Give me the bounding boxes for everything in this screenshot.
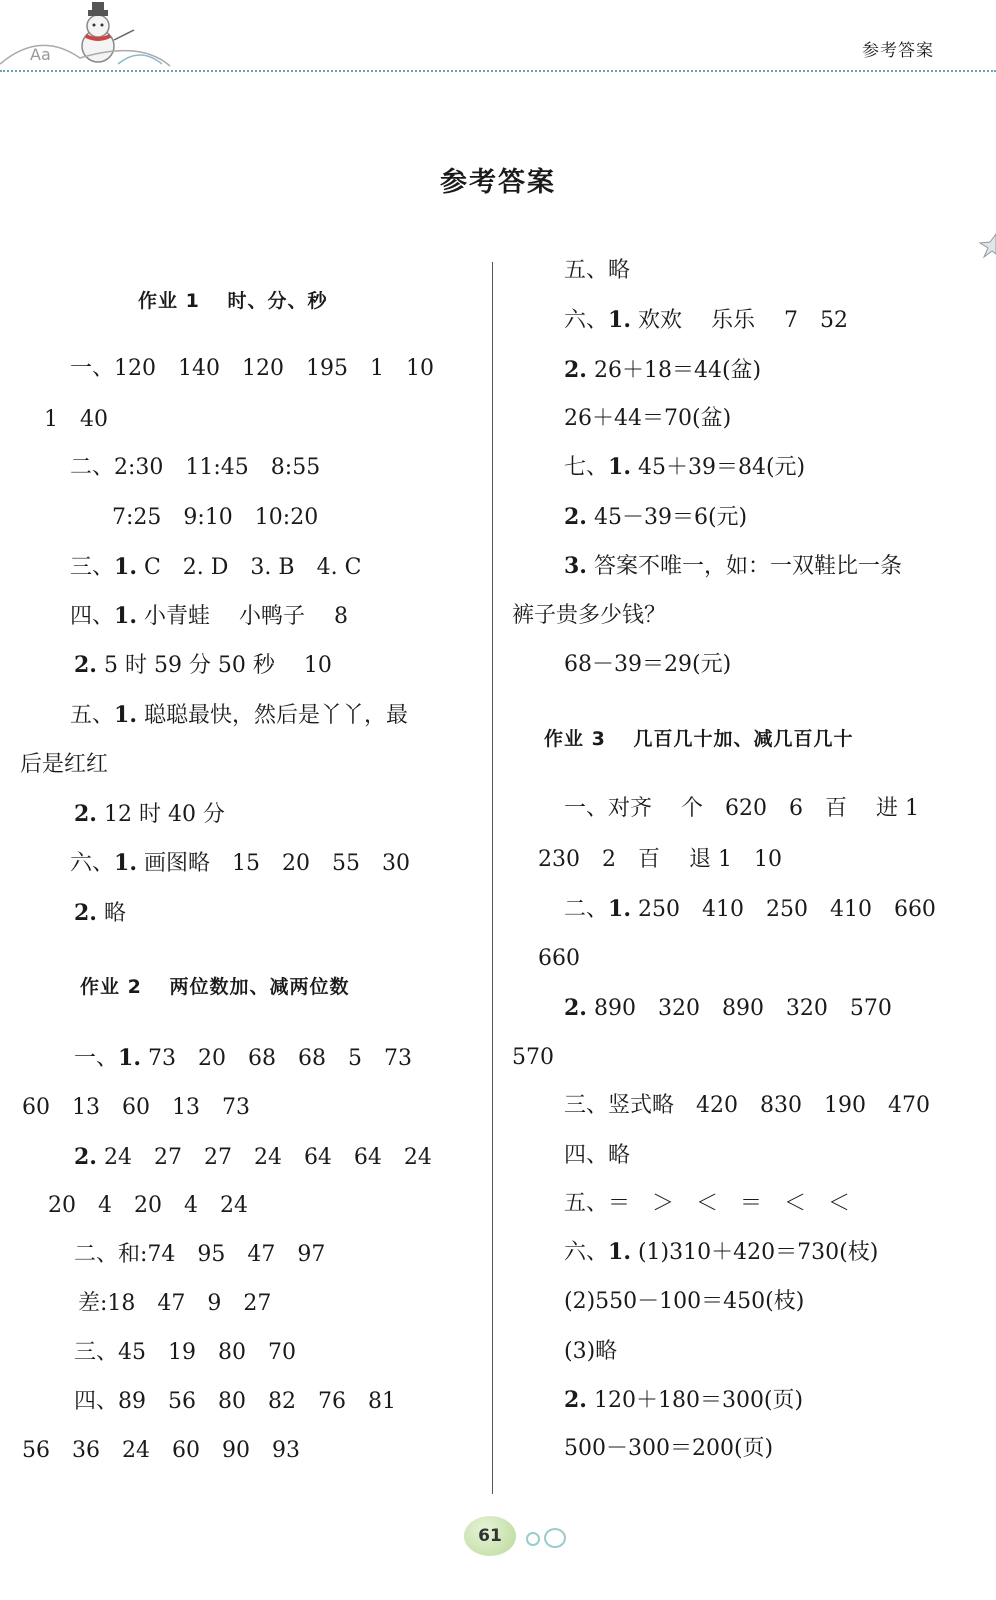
header-decoration (0, 0, 996, 80)
answer-line (564, 993, 892, 1024)
item-number: 1. (118, 1045, 141, 1071)
item-number: 2. (564, 504, 587, 530)
answer-line: 二、和:74 95 47 97 (74, 1242, 326, 1267)
answer-line (74, 898, 126, 929)
item-number: 1. (114, 554, 137, 580)
answer-line: (2)550－100＝450(枝) (564, 1289, 805, 1314)
item-text: 5 时 59 分 50 秒 10 (96, 653, 332, 678)
answer-line (564, 1385, 803, 1416)
item-number: 1. (114, 603, 137, 629)
answer-line: 660 (538, 946, 580, 971)
answer-line: 68－39＝29(元) (564, 652, 732, 677)
item-text: (1)310＋420＝730(枝) (630, 1240, 879, 1265)
item-text: C 2. D 3. B 4. C (136, 555, 362, 580)
header-title: 参考答案 (862, 41, 934, 61)
header-divider (0, 70, 996, 72)
answer-line (564, 502, 747, 533)
item-number: 2. (74, 801, 97, 827)
answer-line (564, 305, 848, 336)
answer-line: 500－300＝200(页) (564, 1436, 774, 1461)
answer-line (74, 1142, 432, 1173)
answer-line: 四、89 56 80 82 76 81 (74, 1389, 396, 1414)
answer-line: 三、竖式略 420 830 190 470 (564, 1093, 930, 1118)
item-text: 略 (96, 901, 126, 926)
item-number: 1. (114, 850, 137, 876)
answer-line (74, 1043, 412, 1074)
answer-line (74, 650, 332, 681)
item-text: 890 320 890 320 570 (586, 996, 892, 1021)
answer-line (564, 894, 936, 925)
answer-line (74, 799, 225, 830)
item-number: 1. (608, 896, 631, 922)
answer-line: 一、120 140 120 195 1 10 (70, 356, 434, 381)
answer-line: 20 4 20 4 24 (48, 1193, 248, 1218)
section-heading: 作业 3 几百几十加、减几百几十 (544, 728, 854, 750)
answer-line (70, 601, 348, 632)
item-number: 1. (114, 702, 137, 728)
item-prefix: 二、 (564, 897, 609, 922)
answer-line: 四、略 (564, 1143, 631, 1168)
section-heading: 作业 2 两位数加、减两位数 (80, 976, 350, 998)
item-number: 1. (608, 1239, 631, 1265)
item-prefix: 六、 (564, 308, 609, 333)
bubble-icon (544, 1528, 566, 1548)
answer-line: 差:18 47 9 27 (78, 1291, 272, 1316)
answer-line (564, 1237, 878, 1268)
item-prefix: 七、 (564, 455, 609, 480)
item-number: 3. (564, 553, 587, 579)
item-prefix: 六、 (564, 1240, 609, 1265)
item-text: 12 时 40 分 (96, 802, 225, 827)
item-prefix: 一、 (74, 1046, 119, 1071)
snowman-icon (82, 2, 134, 62)
item-number: 1. (608, 307, 631, 333)
answer-line: 三、45 19 80 70 (74, 1340, 296, 1365)
answer-line: 1 40 (44, 407, 108, 432)
answer-line: 一、对齐 个 620 6 百 进 1 (564, 796, 919, 821)
item-text: 聪聪最快，然后是丫丫，最 (136, 703, 408, 728)
answer-line: 60 13 60 13 73 (22, 1095, 250, 1120)
answer-line (564, 452, 805, 483)
page-number-badge (464, 1516, 604, 1566)
item-number: 2. (564, 995, 587, 1021)
item-number: 2. (564, 1387, 587, 1413)
section-heading: 作业 1 时、分、秒 (138, 290, 328, 312)
bubble-icon (526, 1532, 540, 1546)
item-text: 小青蛙 小鸭子 8 (136, 604, 348, 629)
page-number: 61 (464, 1516, 516, 1556)
answer-line: 26＋44＝70(盆) (564, 406, 732, 431)
answer-line: 五、略 (564, 258, 631, 283)
page-title: 参考答案 (440, 167, 556, 198)
item-number: 2. (74, 652, 97, 678)
answer-line (70, 848, 410, 879)
item-prefix: 四、 (70, 604, 115, 629)
answer-line (564, 551, 902, 582)
answer-line: 裤子贵多少钱？ (512, 603, 667, 628)
answer-line (70, 552, 361, 583)
answer-line (70, 700, 408, 731)
answer-line: 五、＝ ＞ ＜ ＝ ＜ ＜ (564, 1191, 851, 1216)
item-prefix: 五、 (70, 703, 115, 728)
item-text: 250 410 250 410 660 (630, 897, 936, 922)
item-text: 45＋39＝84(元) (630, 455, 806, 480)
answer-line: (3)略 (564, 1339, 618, 1364)
item-text: 45－39＝6(元) (586, 505, 748, 530)
item-text: 24 27 27 24 64 64 24 (96, 1145, 432, 1170)
answer-line: 230 2 百 退 1 10 (538, 847, 782, 872)
item-number: 1. (608, 454, 631, 480)
answer-line: 570 (512, 1045, 554, 1070)
answer-line (564, 355, 761, 386)
item-text: 73 20 68 68 5 73 (140, 1046, 412, 1071)
answer-line: 7:25 9:10 10:20 (112, 505, 319, 530)
item-prefix: 三、 (70, 555, 115, 580)
item-number: 2. (74, 1144, 97, 1170)
answer-line: 二、2:30 11:45 8:55 (70, 455, 321, 480)
svg-text:Aa: Aa (30, 45, 51, 64)
star-icon (974, 232, 996, 258)
column-divider (492, 262, 493, 1494)
answer-line: 后是红红 (20, 752, 109, 777)
item-text: 26＋18＝44(盆) (586, 358, 762, 383)
item-text: 欢欢 乐乐 7 52 (630, 308, 848, 333)
item-number: 2. (74, 900, 97, 926)
item-text: 答案不唯一，如：一双鞋比一条 (586, 554, 902, 579)
item-number: 2. (564, 357, 587, 383)
answer-line: 56 36 24 60 90 93 (22, 1438, 300, 1463)
item-prefix: 六、 (70, 851, 115, 876)
item-text: 画图略 15 20 55 30 (136, 851, 410, 876)
item-text: 120＋180＝300(页) (586, 1388, 804, 1413)
